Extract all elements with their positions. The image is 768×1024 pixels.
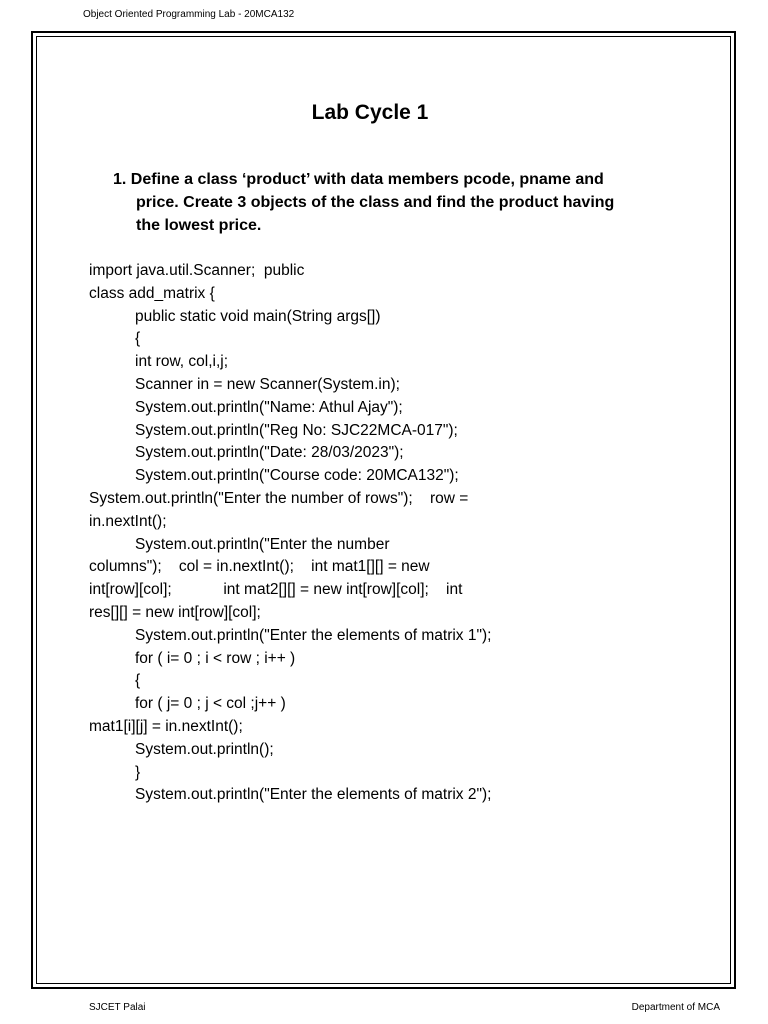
page-header: Object Oriented Programming Lab - 20MCA132: [83, 9, 295, 20]
code-line: for ( j= 0 ; j < col ;j++ ): [135, 695, 286, 713]
code-line: System.out.println("Date: 28/03/2023");: [135, 444, 404, 462]
code-line: System.out.println("Enter the elements of matrix 1");: [135, 626, 492, 644]
code-line: int row, col,i,j;: [135, 353, 229, 371]
question-line: [113, 168, 614, 191]
code-block: [89, 260, 491, 807]
code-line: import java.util.Scanner; public: [89, 262, 305, 279]
code-line: in.nextInt();: [89, 512, 167, 530]
code-line: int[row][col]; int mat2[][] = new int[row][col]; int: [89, 581, 463, 599]
question-line: price. Create 3 objects of the class and find the product having: [136, 194, 615, 211]
code-line: mat1[i][j] = in.nextInt();: [89, 717, 243, 735]
code-line: {: [135, 330, 141, 348]
footer-department: Department of MCA: [631, 1002, 720, 1013]
question-number: 1.: [113, 171, 127, 188]
code-line: {: [135, 672, 141, 690]
code-line: columns"); col = in.nextInt(); int mat1[][] = new: [89, 558, 430, 576]
code-line: System.out.println();: [135, 740, 274, 758]
question-line: the lowest price.: [136, 217, 262, 234]
code-line: public static void main(String args[]): [135, 307, 381, 325]
code-line: class add_matrix {: [89, 284, 215, 302]
code-line: System.out.println("Enter the number of rows"); row =: [89, 489, 469, 507]
code-line: for ( i= 0 ; i < row ; i++ ): [135, 649, 296, 667]
code-line: Scanner in = new Scanner(System.in);: [135, 375, 400, 393]
code-line: System.out.println("Course code: 20MCA132");: [135, 467, 459, 485]
lab-title: Lab Cycle 1: [311, 101, 429, 124]
code-line: System.out.println("Name: Athul Ajay");: [135, 398, 403, 416]
code-line: System.out.println("Enter the number: [135, 535, 390, 553]
footer-institution: SJCET Palai: [89, 1002, 146, 1013]
code-line: }: [135, 763, 141, 781]
question-text: Define a class ‘product’ with data members pcode, pname and: [130, 171, 604, 188]
code-line: System.out.println("Enter the elements of matrix 2");: [135, 786, 492, 804]
question: [113, 168, 614, 237]
code-line: res[][] = new int[row][col];: [89, 603, 261, 621]
code-line: System.out.println("Reg No: SJC22MCA-017");: [135, 421, 458, 439]
